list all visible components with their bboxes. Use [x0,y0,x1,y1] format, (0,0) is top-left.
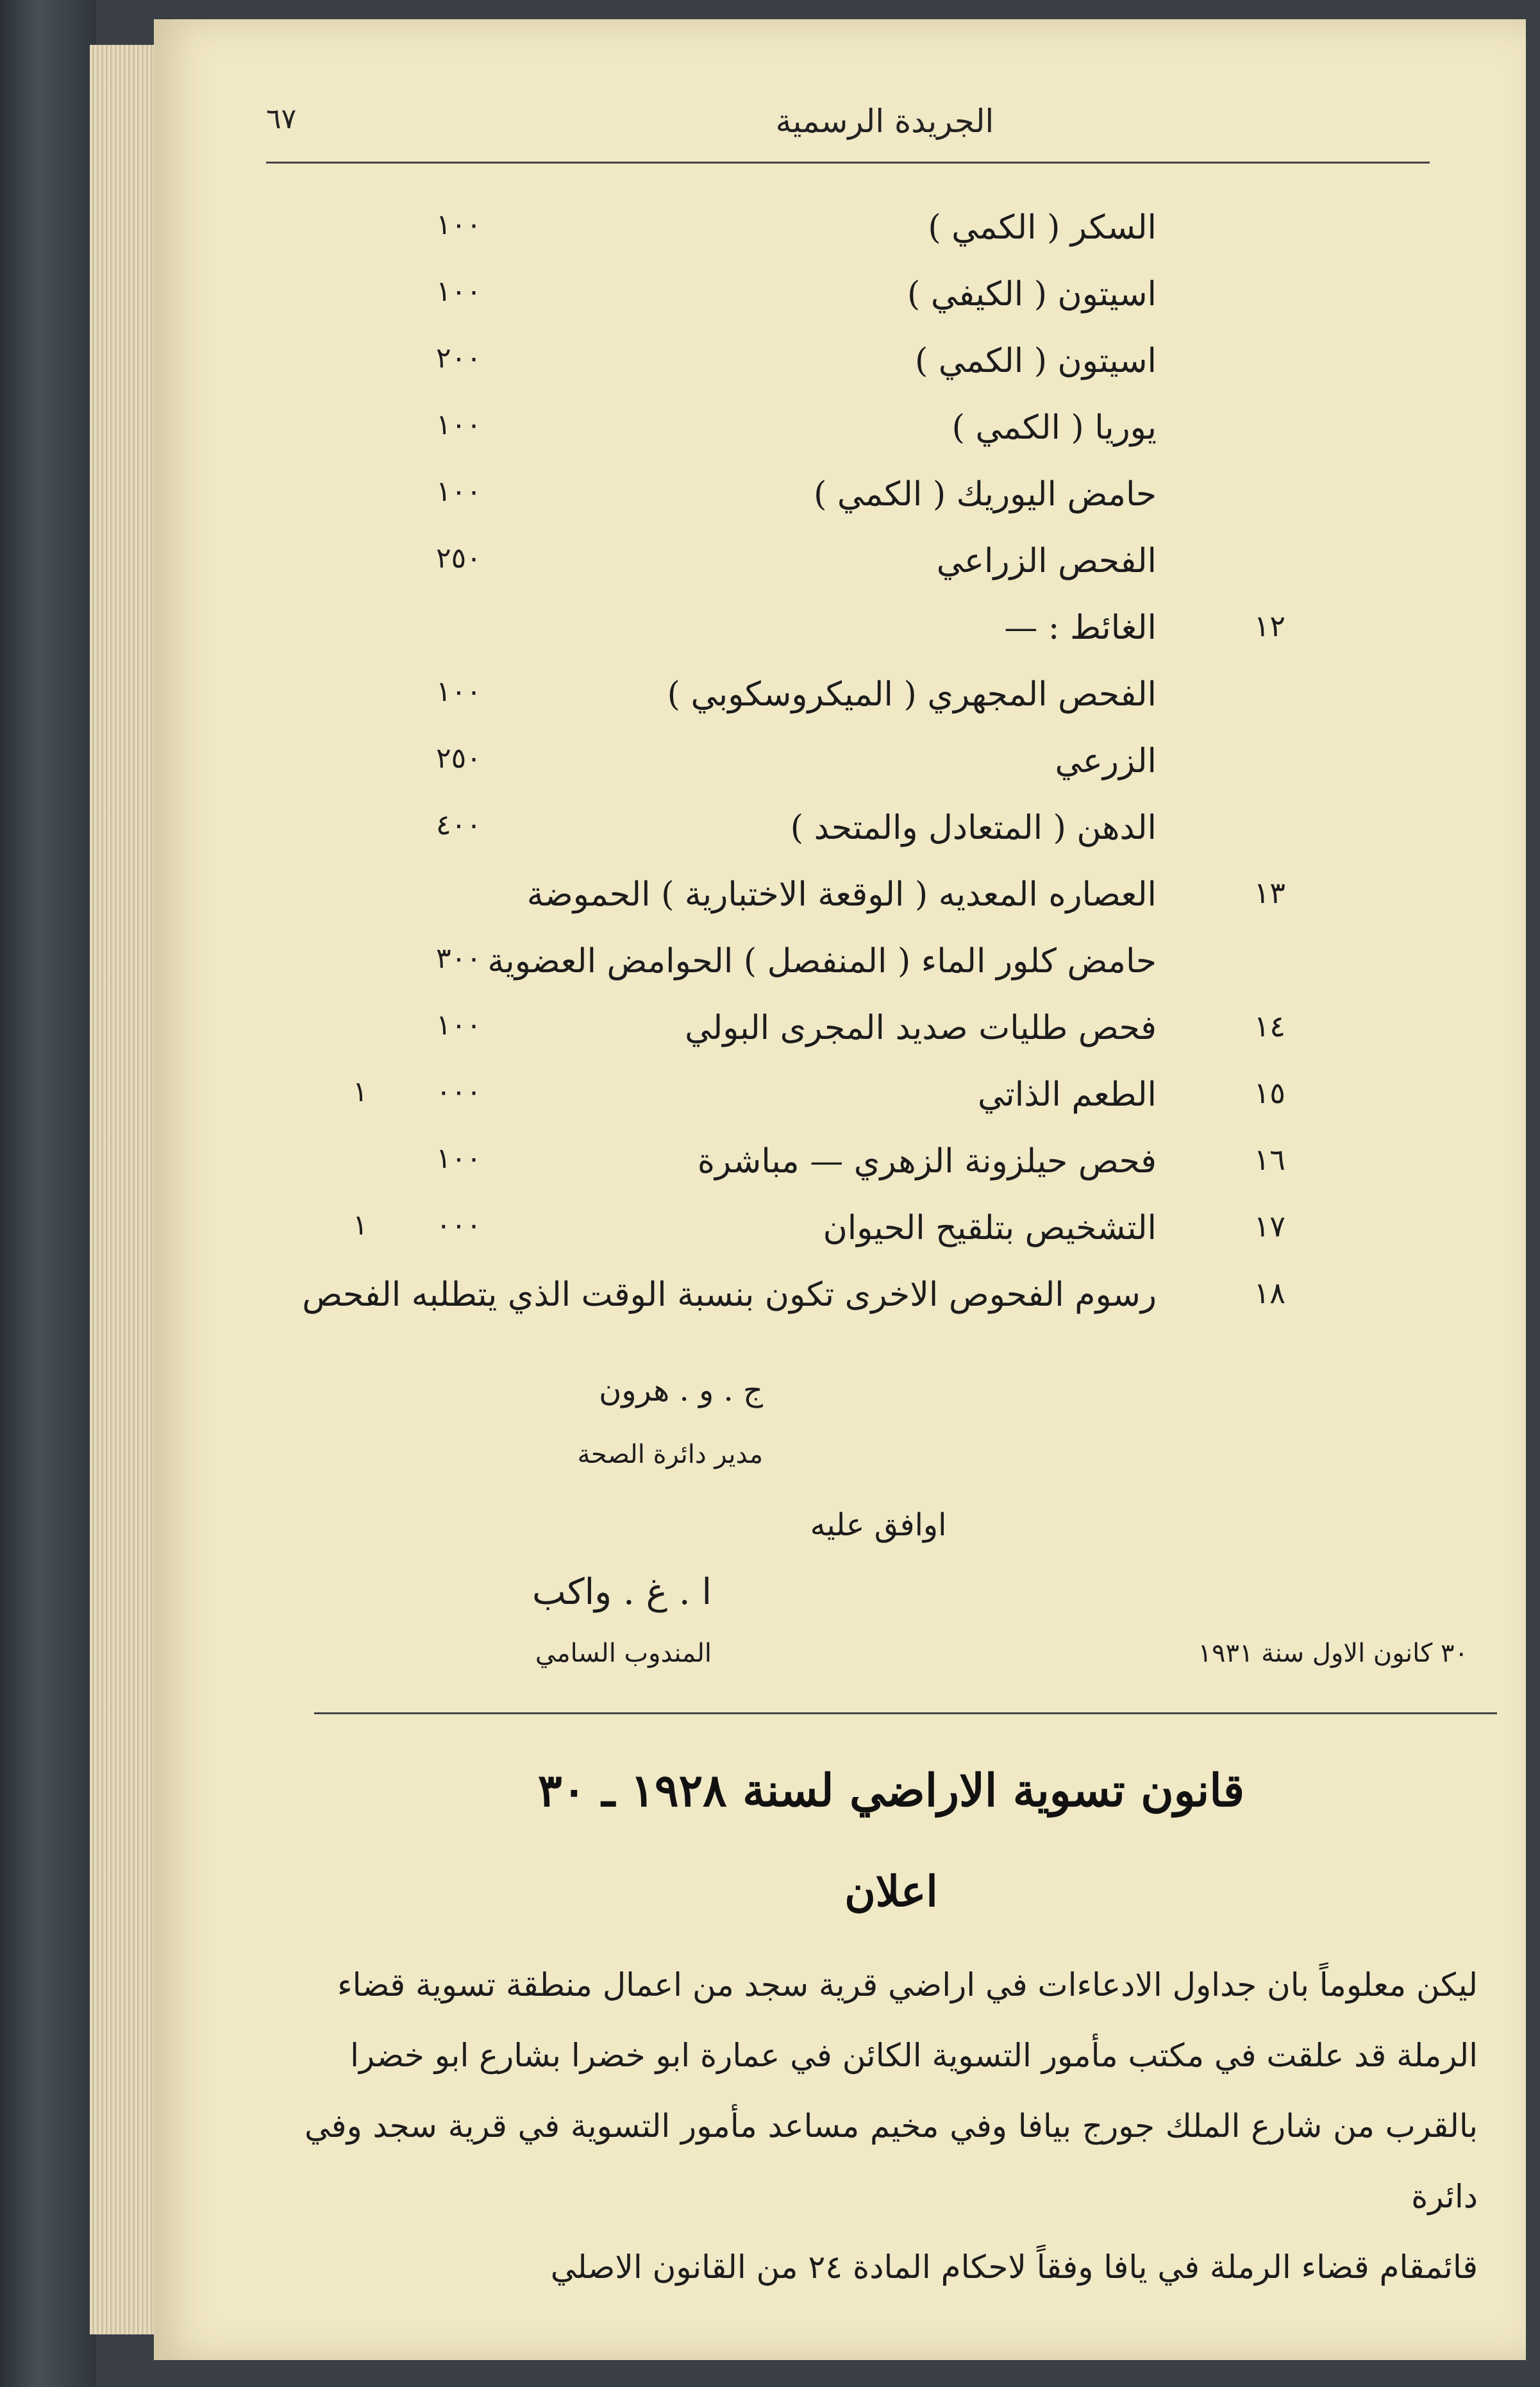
fee-list [154,208,1526,1376]
item-fee: ٢٥٠ [436,542,481,575]
item-fee: ١٠٠ [436,1009,481,1042]
item-fee: ١٠٠ [436,1142,481,1175]
item-label: السكر ( الكمي ) [928,208,1157,247]
fee-item [154,1276,1526,1340]
document-page [154,19,1526,2360]
item-fee: ٣٠٠ [436,942,481,975]
item-label: حامض كلور الماء ( المنفصل ) الحوامض العضوية [487,942,1157,981]
item-label: اسيتون ( الكيفي ) [907,275,1157,314]
item-fee: ١٠٠ [436,275,481,308]
document-date: ٣٠ كانون الاول سنة ١٩٣١ [1198,1639,1468,1668]
item-number: ١٢ [1253,609,1285,643]
item-number: ١٦ [1253,1142,1285,1177]
item-number: ١٨ [1253,1276,1285,1310]
item-label: العصاره المعديه ( الوقعة الاختبارية ) الحموضة [526,875,1157,914]
signatory-title: مدير دائرة الصحة [577,1440,763,1469]
item-label: الزرعي [1055,742,1157,780]
book-spine [0,0,96,2387]
approver-title: المندوب السامي [535,1639,712,1668]
fee-item [154,742,1526,806]
fee-item [154,475,1526,539]
item-label: رسوم الفحوص الاخرى تكون بنسبة الوقت الذي يتطلبه الفحص [302,1276,1157,1314]
notice-line: قائمقام قضاء الرملة في يافا وفقاً لاحكام المادة ٢٤ من القانون الاصلي [550,2248,1478,2286]
item-fee: ٠٠٠ [436,1075,481,1108]
fee-item [154,875,1526,940]
fee-item [154,1009,1526,1073]
item-label: يوريا ( الكمي ) [951,409,1157,447]
fee-item [154,675,1526,739]
item-fee: ١٠٠ [436,675,481,708]
notice-line: بالقرب من شارع الملك جورج بيافا وفي مخيم مساعد مأمور التسوية في قرية سجد وفي دائرة [305,2107,1478,2215]
item-label: التشخيص بتلقيح الحيوان [823,1209,1157,1247]
item-fee: ٤٠٠ [436,809,481,841]
item-fee-thousands: ١ [353,1209,368,1242]
fee-item [154,1142,1526,1206]
section-rule [314,1712,1497,1714]
notice-line: ليكن معلوماً بان جداول الادعاءات في اراضي قرية سجد من اعمال منطقة تسوية قضاء [337,1966,1478,2003]
fee-item [154,208,1526,273]
notice-heading: قانون تسوية الاراضي لسنة ١٩٢٨ ـ ٣٠ [537,1764,1245,1817]
fee-item [154,609,1526,673]
fee-item [154,275,1526,339]
item-number: ١٤ [1253,1009,1285,1043]
page-number: ٦٧ [266,103,297,135]
item-label: فحص حيلزونة الزهري — مباشرة [697,1142,1157,1181]
item-fee: ٠٠٠ [436,1209,481,1242]
item-number: ١٣ [1253,875,1285,910]
item-label: الطعم الذاتي [977,1075,1157,1114]
item-fee-thousands: ١ [353,1075,368,1108]
item-fee: ١٠٠ [436,409,481,441]
item-label: الدهن ( المتعادل والمتحد ) [790,809,1157,847]
item-fee: ٢٠٠ [436,342,481,375]
item-number: ١٧ [1253,1209,1285,1244]
item-number: ١٥ [1253,1075,1285,1110]
notice-line: الرملة قد علقت في مكتب مأمور التسوية الكائن في عمارة ابو خضرا بشارع ابو خضرا [350,2037,1478,2074]
fee-item [154,809,1526,873]
signatory-name: ج . و . هرون [599,1372,763,1408]
approval-text: اوافق عليه [810,1507,947,1543]
fee-item [154,409,1526,473]
notice-subheading: اعلان [844,1866,938,1916]
item-label: الفحص المجهري ( الميكروسكوبي ) [667,675,1157,714]
approver-name: ا . غ . واكب [531,1571,712,1613]
fee-item [154,542,1526,606]
notice-body [305,1950,1478,2302]
page-edges [90,45,160,2334]
item-label: اسيتون ( الكمي ) [914,342,1157,380]
item-label: الغائط : — [1004,609,1157,647]
item-label: حامض اليوريك ( الكمي ) [814,475,1157,514]
fee-item [154,942,1526,1006]
item-fee: ١٠٠ [436,208,481,241]
item-fee: ١٠٠ [436,475,481,508]
fee-item [154,342,1526,406]
page-title: الجريدة الرسمية [775,103,994,140]
fee-item [154,1075,1526,1140]
header-rule [266,162,1430,164]
fee-item [154,1209,1526,1273]
item-fee: ٢٥٠ [436,742,481,775]
item-label: فحص طليات صديد المجرى البولي [685,1009,1157,1047]
item-label: الفحص الزراعي [936,542,1157,580]
